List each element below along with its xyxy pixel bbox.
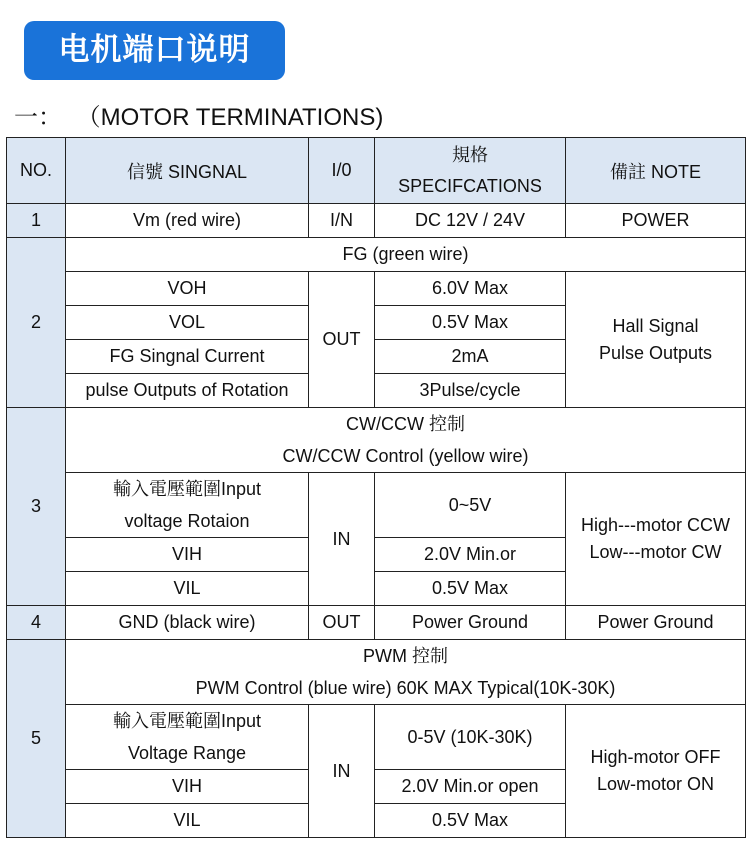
- row-number: 4: [7, 606, 66, 640]
- header-row: [7, 138, 746, 204]
- spec-cell: 2mA: [375, 340, 566, 374]
- table-row: [7, 640, 746, 705]
- group-label: FG (green wire): [66, 238, 746, 272]
- table-row: [7, 238, 746, 272]
- spec-cell: 2.0V Min.or open: [375, 770, 566, 804]
- signal-cell: VOL: [66, 306, 309, 340]
- note-line: Hall Signal: [612, 315, 699, 336]
- table-row: [7, 473, 746, 538]
- note-line: Pulse Outputs: [598, 342, 713, 363]
- spec-cell: 2.0V Min.or: [375, 538, 566, 572]
- table-row: [7, 204, 746, 238]
- signal-cell: VIH: [66, 538, 309, 572]
- row-number: 2: [7, 238, 66, 408]
- io-cell: IN: [309, 705, 375, 838]
- note-line: Low-motor ON: [596, 774, 715, 794]
- signal-cell: pulse Outputs of Rotation: [66, 374, 309, 408]
- signal-line: voltage Rotaion: [124, 511, 250, 531]
- note-line: High-motor OFF: [590, 747, 721, 767]
- signal-cell: [66, 705, 309, 770]
- row-number: 5: [7, 640, 66, 838]
- signal-cell: GND (black wire): [66, 606, 309, 640]
- header-spec-cn: 規格: [452, 144, 488, 165]
- signal-cell: FG Singnal Current: [66, 340, 309, 374]
- group-line: CW/CCW Control (yellow wire): [282, 446, 529, 466]
- signal-cell: VOH: [66, 272, 309, 306]
- table-row: [7, 705, 746, 770]
- motor-terminations-table: [6, 137, 746, 838]
- group-label: [66, 408, 746, 473]
- header-no: NO.: [7, 138, 66, 204]
- group-line: PWM 控制: [363, 646, 448, 666]
- spec-cell: Power Ground: [375, 606, 566, 640]
- spec-cell: 0-5V (10K-30K): [375, 705, 566, 770]
- io-cell: I/N: [309, 204, 375, 238]
- signal-cell: Vm (red wire): [66, 204, 309, 238]
- note-cell: POWER: [566, 204, 746, 238]
- table-row: [7, 606, 746, 640]
- table-row: [7, 408, 746, 473]
- signal-cell: [66, 473, 309, 538]
- signal-line: 輸入電壓範圍Input: [112, 711, 262, 731]
- group-label: [66, 640, 746, 705]
- page-title-banner: 电机端口说明: [24, 21, 285, 80]
- spec-cell: 6.0V Max: [375, 272, 566, 306]
- io-cell: IN: [309, 473, 375, 606]
- spec-cell: 3Pulse/cycle: [375, 374, 566, 408]
- signal-line: 輸入電壓範圍Input: [112, 479, 262, 499]
- note-line: High---motor CCW: [580, 515, 730, 535]
- signal-cell: VIH: [66, 770, 309, 804]
- note-line: Low---motor CW: [589, 542, 722, 562]
- note-cell: [566, 473, 746, 606]
- group-line: CW/CCW 控制: [346, 414, 465, 434]
- spec-cell: 0.5V Max: [375, 306, 566, 340]
- spec-cell: 0.5V Max: [375, 572, 566, 606]
- group-line: PWM Control (blue wire) 60K MAX Typical(10K-30K): [195, 678, 616, 698]
- note-cell: [566, 272, 746, 408]
- spec-cell: 0~5V: [375, 473, 566, 538]
- header-signal: 信號 SINGNAL: [66, 138, 309, 204]
- note-cell: Power Ground: [566, 606, 746, 640]
- signal-cell: VIL: [66, 572, 309, 606]
- io-cell: OUT: [309, 272, 375, 408]
- row-number: 1: [7, 204, 66, 238]
- section-heading: [14, 100, 383, 136]
- header-io: I/0: [309, 138, 375, 204]
- section-number: 一：: [14, 104, 62, 131]
- spec-cell: 0.5V Max: [375, 804, 566, 838]
- header-spec: [375, 138, 566, 204]
- signal-line: Voltage Range: [127, 743, 247, 763]
- io-cell: OUT: [309, 606, 375, 640]
- section-label: （MOTOR TERMINATIONS): [76, 104, 384, 131]
- row-number: 3: [7, 408, 66, 606]
- table-row: [7, 272, 746, 306]
- signal-cell: VIL: [66, 804, 309, 838]
- header-note: 備註 NOTE: [566, 138, 746, 204]
- spec-cell: DC 12V / 24V: [375, 204, 566, 238]
- note-cell: [566, 705, 746, 838]
- header-spec-en: SPECIFCATIONS: [398, 175, 542, 196]
